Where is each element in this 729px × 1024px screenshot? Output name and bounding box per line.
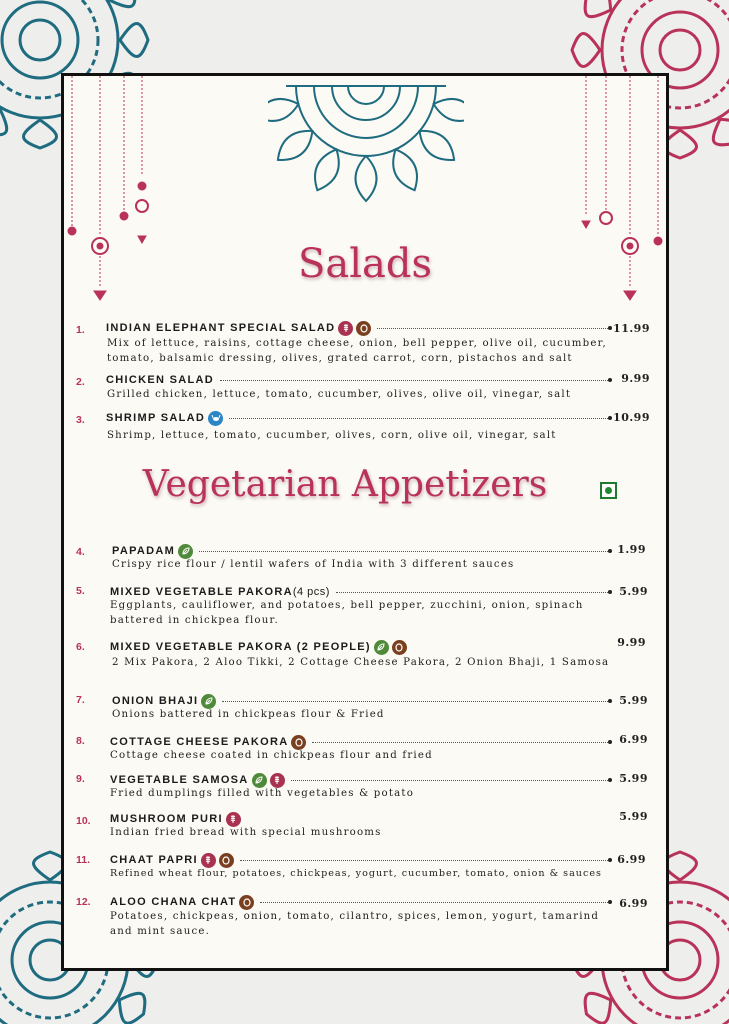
nut-icon [239,895,254,910]
dotted-leader [199,551,610,552]
item-description: Fried dumplings filled with vegetables & potato [110,788,415,799]
item-description: Indian fried bread with special mushrooms [110,827,382,838]
item-description: Mix of lettuce, raisins, cottage cheese, onion, bell pepper, olive oil, cucumber, tomato, balsamic dressing, olives, grated carrot, corn, pistachos and salt [107,338,607,364]
item-number: 6. [76,641,85,653]
item-number: 7. [76,694,85,706]
item-price: 5.99 [619,810,648,823]
top-mandala-ornament [268,76,464,216]
item-name: COTTAGE CHEESE PAKORA [110,736,289,748]
dotted-leader [260,902,610,903]
dotted-leader [240,860,610,861]
item-price: 6.99 [617,853,646,866]
item-description: Cottage cheese coated in chickpeas flour and fried [110,750,433,761]
item-name: CHICKEN SALAD [106,374,214,386]
nut-icon [291,735,306,750]
dotted-leader [312,742,610,743]
item-number: 5. [76,585,85,597]
dotted-leader [229,418,610,419]
item-number: 12. [76,896,91,908]
item-number: 11. [76,854,91,866]
menu-card [61,73,669,971]
item-name: MUSHROOM PURI [110,813,223,825]
leaf-icon [252,773,267,788]
item-description: Grilled chicken, lettuce, tomato, cucumber, olives, olive oil, vinegar, salt [107,389,572,400]
dotted-leader [336,592,610,593]
wheat-icon [270,773,285,788]
item-number: 2. [76,376,85,388]
leaf-icon [374,640,389,655]
item-price: 10.99 [613,411,650,424]
section-title-salads: Salads [297,241,433,287]
item-price: 9.99 [617,636,646,649]
item-description: 2 Mix Pakora, 2 Aloo Tikki, 2 Cottage Cheese Pakora, 2 Onion Bhaji, 1 Samosa [112,657,610,668]
leaf-icon [178,544,193,559]
item-description: Potatoes, chickpeas, onion, tomato, cilantro, spices, lemon, yogurt, tamarind and mint sauce. [110,911,600,937]
dotted-leader [222,701,610,702]
item-portion: (4 pcs) [292,586,330,598]
item-number: 4. [76,546,85,558]
item-description: Eggplants, cauliflower, and potatoes, bell pepper, zucchini, onion, spinach battered in chickpea flour. [110,600,584,626]
item-description: Onions battered in chickpeas flour & Fried [112,709,385,720]
item-number: 3. [76,414,85,426]
item-name: PAPADAM [112,545,176,557]
item-description: Crispy rice flour / lentil wafers of India with 3 different sauces [112,559,515,570]
item-price: 9.99 [621,372,650,385]
wheat-icon [226,812,241,827]
dotted-leader [377,328,610,329]
item-name: MIXED VEGETABLE PAKORA [110,586,293,598]
item-number: 10. [76,815,91,827]
dotted-leader [291,780,610,781]
item-description: Shrimp, lettuce, tomato, cucumber, olives, corn, olive oil, vinegar, salt [107,430,557,441]
item-price: 6.99 [619,733,648,746]
item-price: 5.99 [619,694,648,707]
item-name: INDIAN ELEPHANT SPECIAL SALAD [106,322,336,334]
item-price: 5.99 [619,585,648,598]
item-name: ALOO CHANA CHAT [110,896,237,908]
item-price: 11.99 [613,322,650,335]
vegetarian-symbol-icon [600,482,617,499]
item-description: Refined wheat flour, potatoes, chickpeas, yogurt, cucumber, tomato, onion & sauces [110,868,602,879]
wheat-icon [338,321,353,336]
crab-icon [208,411,223,426]
item-price: 5.99 [619,772,648,785]
item-name: MIXED VEGETABLE PAKORA (2 PEOPLE) [110,641,371,653]
wheat-icon [201,853,216,868]
item-price: 1.99 [617,543,646,556]
nut-icon [219,853,234,868]
dotted-leader [220,380,610,381]
item-price: 6.99 [619,897,648,910]
item-number: 1. [76,324,85,336]
nut-icon [356,321,371,336]
leaf-icon [201,694,216,709]
item-name: ONION BHAJI [112,695,199,707]
item-name: CHAAT PAPRI [110,854,198,866]
section-title-vegetarian-appetizers: Vegetarian Appetizers [142,464,548,505]
item-name: SHRIMP SALAD [106,412,206,424]
item-name: VEGETABLE SAMOSA [110,774,249,786]
nut-icon [392,640,407,655]
item-number: 9. [76,773,85,785]
item-number: 8. [76,735,85,747]
